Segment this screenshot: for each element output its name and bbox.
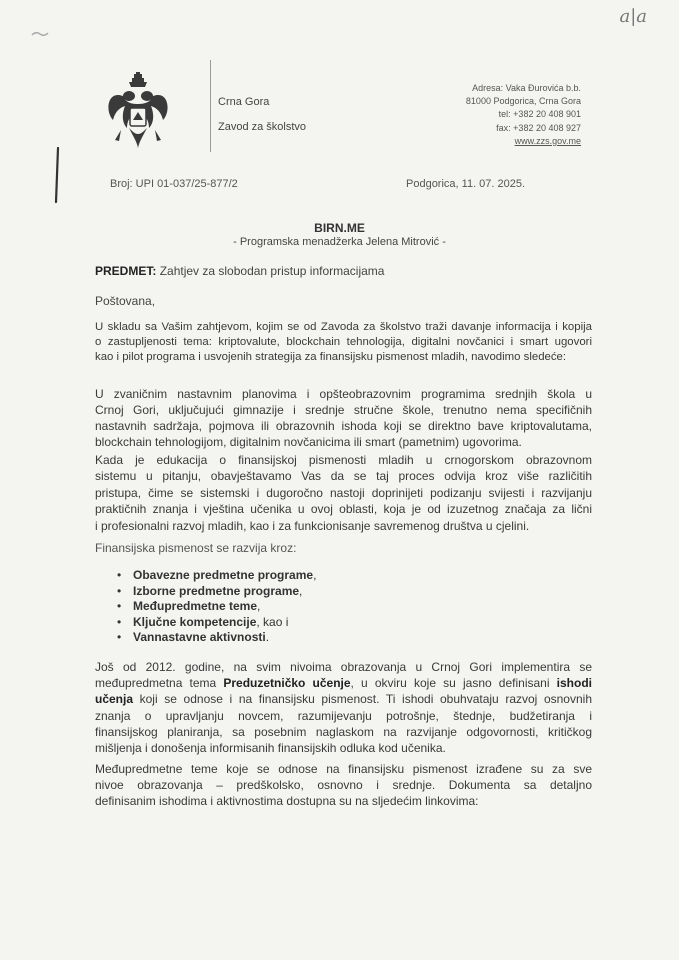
paragraph-line: definisanim ishodima i aktivnostima dostupna su na sljedećim linkovima:: [95, 794, 479, 809]
paragraph-line: kao i pilot programa i usvojenih strategija za finansijsku pismenost mladih, navodimo sledeće:: [95, 351, 567, 363]
subject-line: [95, 264, 384, 278]
paragraph-line: mišljenja i donošenja informisanih finansijskih odluka kod učenika.: [95, 741, 446, 756]
paragraph-curricula: [95, 386, 592, 450]
bullet-list: [117, 568, 316, 646]
paragraph-line: i profesionalni razvoj mladih, kao i za funkcionisanje savremenog društva u cjelini.: [95, 518, 530, 533]
list-item: • Ključne kompetencije, kao i: [117, 615, 316, 631]
list-item: • Izborne predmetne programe,: [117, 584, 316, 600]
subject-label: PREDMET:: [95, 264, 157, 278]
paragraph-line: međupredmetna tema Preduzetničko učenje, u okviru koje su jasno definisani ishodi: [95, 676, 592, 691]
paragraph-line: znanja o upravljanju novcem, razumijevanju potrošnje, štednje, budžetiranja i: [95, 708, 592, 723]
paragraph-line: nivoe obrazovanja – predškolsko, osnovno i srednje. Dokumenta sa detaljno: [95, 778, 592, 793]
paragraph-line: sistemu u pitanju, obavještavamo Vas da se taj proces odvija kroz više različitih: [95, 469, 592, 484]
paragraph-line: U zvaničnim nastavnim planovima i opšteobrazovnim programima srednjih škola u: [95, 387, 592, 401]
address-website-link[interactable]: www.zzs.gov.me: [514, 135, 581, 146]
paragraph-intro-list: Finansijska pismenost se razvija kroz:: [95, 541, 297, 555]
paragraph-line: učenja koji se odnose i na finansijsku pismenost. Ti ishodi obuhvataju razvoj osnovnih: [95, 692, 592, 707]
scan-smudge-mark: [30, 30, 50, 40]
paragraph-request: [95, 320, 592, 365]
address-street: Adresa: Vaka Đurovića b.b.: [472, 83, 581, 93]
subject-text: Zahtjev za slobodan pristup informacijama: [159, 264, 385, 278]
handwritten-corner-note: a|a: [619, 6, 647, 27]
paragraph-line: nastavnih sadržaja, pojmova ili obrazovnih ishoda koji se direktno bave kriptovalutama,: [95, 419, 592, 433]
address-fax: fax: +382 20 408 927: [496, 122, 581, 133]
place-and-date: Podgorica, 11. 07. 2025.: [406, 178, 526, 190]
paragraph-line: praktičnih znanja i vještina učenika u ovoj oblasti, koja je od izuzetnog značaja za lični: [95, 502, 592, 517]
paragraph-line: U skladu sa Vašim zahtjevom, kojim se od Zavoda za školstvo traži davanje informacija i kopija: [95, 321, 592, 333]
org-institution: Zavod za školstvo: [218, 121, 307, 133]
paragraph-line: Kada je edukacija o finansijskoj pismenosti mladih u crnogorskom obrazovnom: [95, 453, 592, 467]
paragraph-line: blockchain tehnologijom, digitalnim novčanicima ili smart (pametnim) ugovorima.: [95, 435, 522, 449]
address-city: 81000 Podgorica, Crna Gora: [465, 96, 581, 107]
paragraph-line: Crnoj Gori, uključujući gimnazije i srednje stručne škole, trenutno nema specifičnih: [95, 403, 592, 417]
recipient-subtitle: - Programska menadžerka Jelena Mitrović -: [233, 236, 446, 248]
header-divider: [210, 60, 211, 152]
paragraph-line: pristupa, čime se sistemski i dugoročno nastoji doprinijeti podizanju svijesti i razvijanju: [95, 485, 592, 500]
coat-of-arms-icon: [103, 72, 173, 152]
margin-pen-mark: [54, 146, 60, 204]
list-item: • Međupredmetne teme,: [117, 599, 316, 615]
greeting: Poštovana,: [95, 294, 156, 308]
paragraph-line: o zastupljenosti tema: kriptovalute, blockchain tehnologija, digitalni novčanici i smart ugovori: [95, 336, 592, 348]
paragraph-line: finansijskog planiranja, sa posebnim naglaskom na razvijanje odgovornosti, kritičkog: [95, 724, 592, 739]
paragraph-entrepreneurial-learning: [95, 659, 592, 756]
list-item: • Obavezne predmetne programe,: [117, 568, 316, 584]
list-item: • Vannastavne aktivnosti.: [117, 630, 316, 646]
recipient-name: BIRN.ME: [314, 221, 365, 235]
paragraph-cross-curricular: [95, 761, 592, 810]
address-phone: tel: +382 20 408 901: [498, 109, 581, 120]
paragraph-line: Međupredmetne teme koje se odnose na finansijsku pismenost izrađene su za sve: [95, 762, 592, 776]
org-country: Crna Gora: [218, 96, 270, 108]
paragraph-line: Još od 2012. godine, na svim nivoima obrazovanja u Crnoj Gori implementira se: [95, 660, 592, 674]
reference-number: Broj: UPI 01-037/25-877/2: [110, 178, 238, 190]
paragraph-education: [95, 452, 592, 534]
address-block: [466, 82, 581, 148]
